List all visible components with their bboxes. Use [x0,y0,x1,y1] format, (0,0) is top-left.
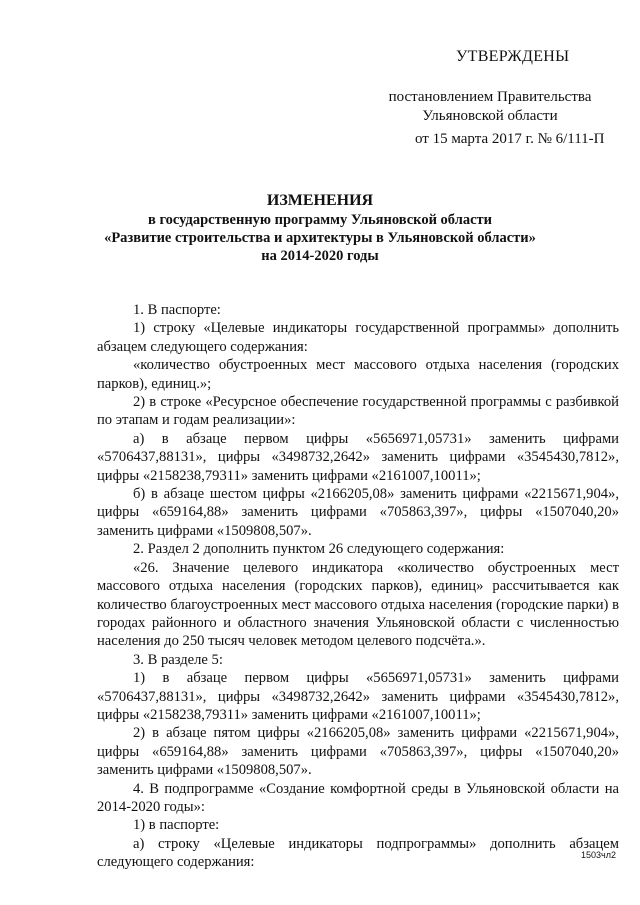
paragraph: 4. В подпрограмме «Создание комфортной среды в Ульяновской области на 2014-2020 годы»: [97,780,619,815]
paragraph: 2) в строке «Ресурсное обеспечение государственной программы с разбивкой по этапам и годам реализации»: [97,394,619,429]
paragraph: 1) в паспорте: [133,817,220,834]
approval-date: от 15 марта 2017 г. № 6/111-П [415,131,605,147]
paragraph: 1) в абзаце первом цифры «5656971,05731» заменить цифрами «5706437,88131», цифры «3498732,2642» заменить цифрами «3545430,7812», цифры «2158238,79311» заменить цифрами «2161007,10011»; [97,670,619,723]
approved-by-line2: Ульяновской области [422,108,558,124]
title-line3: на 2014-2020 годы [261,248,379,264]
paragraph: б) в абзаце шестом цифры «2166205,08» заменить цифрами «2215671,904», цифры «659164,88» заменить цифрами «705863,397», цифры «1507040,20» заменить цифрами «1509808,507». [97,486,619,539]
document-body [97,301,619,872]
approved-heading: УТВЕРЖДЕНЫ [456,48,570,65]
paragraph: «26. Значение целевого индикатора «количество обустроенных мест массового отдыха населения (городских парков), единиц» рассчитывается как количество благоустроенных мест массового отдыха населения (городские парки) в городах районного и областного значения Ульяновской области с численностью населения до 250 тысяч человек методом целевого подсчёта.». [97,559,619,650]
footer-code: 1503чл2 [581,850,616,860]
approved-by [370,88,610,126]
paragraph: а) в абзаце первом цифры «5656971,05731» заменить цифрами «5706437,88131», цифры «3498732,2642» заменить цифрами «3545430,7812», цифры «2158238,79311» заменить цифрами «2161007,10011»; [97,430,619,484]
title-line2: «Развитие строительства и архитектуры в Ульяновской области» [104,230,536,246]
title-main: ИЗМЕНЕНИЯ [266,192,374,209]
paragraph: 2) в абзаце пятом цифры «2166205,08» заменить цифрами «2215671,904», цифры «659164,88» заменить цифрами «705863,397», цифры «1507040,20» заменить цифрами «1509808,507». [97,725,619,779]
paragraph: 2. Раздел 2 дополнить пунктом 26 следующего содержания: [133,541,505,558]
paragraph: 1. В паспорте: [133,302,221,318]
approved-by-line1: постановлением Правительства [388,89,592,105]
paragraph: «количество обустроенных мест массового отдыха населения (городских парков), единиц.»; [97,357,619,392]
document-title [40,191,600,265]
title-line1: в государственную программу Ульяновской области [147,212,492,228]
paragraph: а) строку «Целевые индикаторы подпрограммы» дополнить абзацем следующего содержания: [97,835,619,871]
paragraph: 1) строку «Целевые индикаторы государственной программы» дополнить абзацем следующего содержания: [97,320,619,355]
paragraph: 3. В разделе 5: [133,651,223,668]
